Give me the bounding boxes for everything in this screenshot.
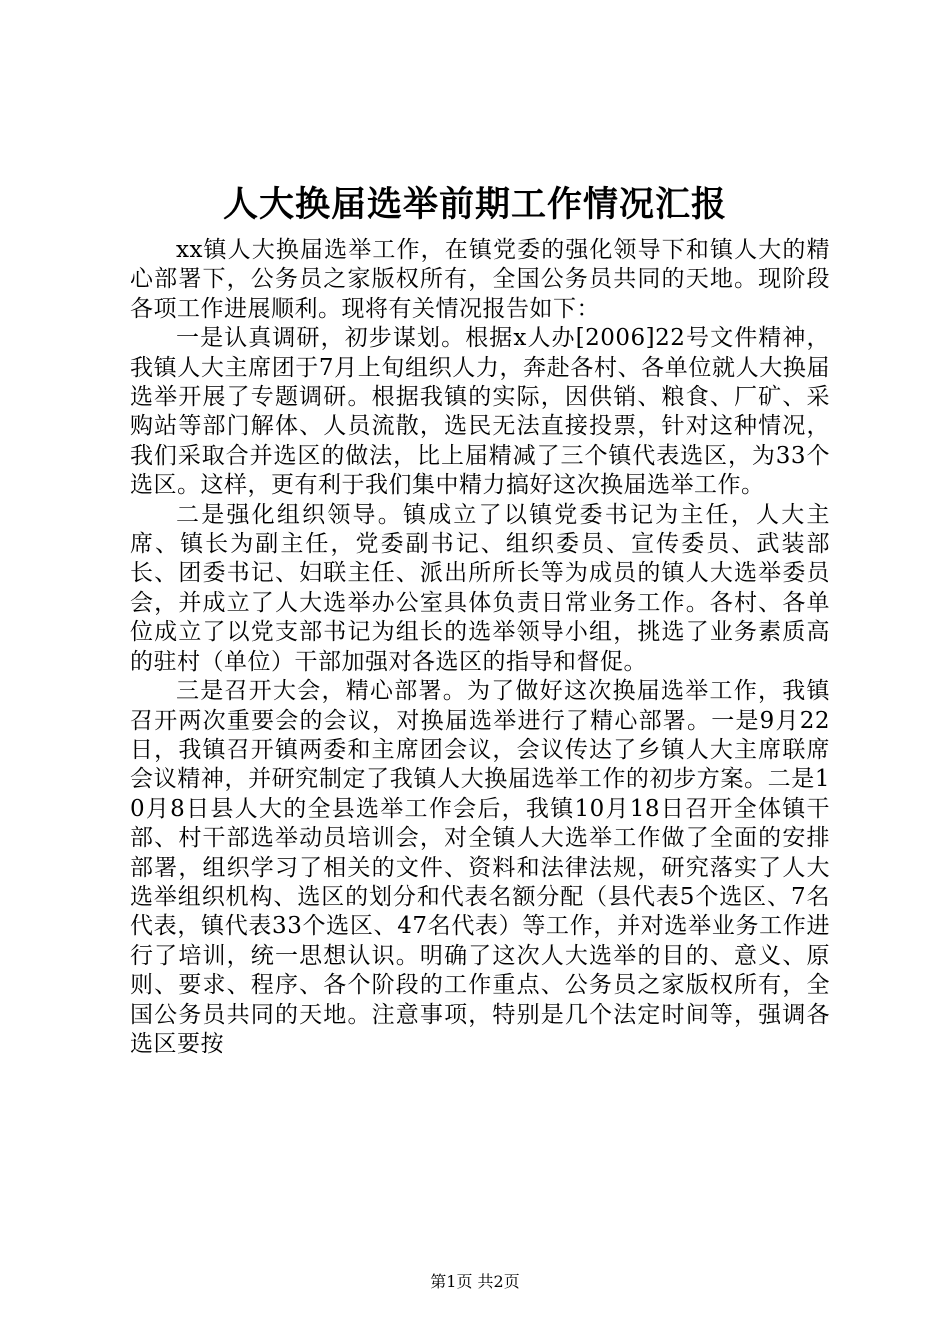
paragraph-research: 一是认真调研，初步谋划。根据x人办[2006]22号文件精神，我镇人大主席团于7月上旬组织人力，奔赴各村、各单位就人大换届选举开展了专题调研。根据我镇的实际，因供销、粮食、厂矿、采购站等部门解体、人员流散，选民无法直接投票，针对这种情况，我们采取合并选区的做法，比上届精减了三个镇代表选区，为33个选区。这样，更有利于我们集中精力搞好这次换届选举工作。 [130,325,830,499]
paragraph-intro: xx镇人大换届选举工作，在镇党委的强化领导下和镇人大的精心部署下，公务员之家版权所有，全国公务员共同的天地。现阶段各项工作进展顺利。现将有关情况报告如下： [130,237,830,322]
paragraph-leadership: 二是强化组织领导。镇成立了以镇党委书记为主任，人大主席、镇长为副主任，党委副书记、组织委员、宣传委员、武装部长、团委书记、妇联主任、派出所所长等为成员的镇人大选举委员会，并成立了人大选举办公室具体负责日常业务工作。各村、各单位成立了以党支部书记为组长的选举领导小组，挑选了业务素质高的驻村（单位）干部加强对各选区的指导和督促。 [130,501,830,675]
paragraph-meetings: 三是召开大会，精心部署。为了做好这次换届选举工作，我镇召开两次重要会的会议，对换届选举进行了精心部署。一是9月22日，我镇召开镇两委和主席团会议，会议传达了乡镇人大主席联席会议精神，并研究制定了我镇人大换届选举工作的初步方案。二是10月8日县人大的全县选举工作会后，我镇10月18日召开全体镇干部、村干部选举动员培训会，对全镇人大选举工作做了全面的安排部署，组织学习了相关的文件、资料和法律法规，研究落实了人大选举组织机构、选区的划分和代表名额分配（县代表5个选区、7名代表，镇代表33个选区、47名代表）等工作，并对选举业务工作进行了培训，统一思想认识。明确了这次人大选举的目的、意义、原则、要求、程序、各个阶段的工作重点、公务员之家版权所有，全国公务员共同的天地。注意事项，特别是几个法定时间等，强调各选区要按 [130,678,830,1057]
page-footer: 第1页 共2页 [430,1272,520,1291]
document-body [130,236,830,1059]
document-title: 人大换届选举前期工作情况汇报 [222,184,727,225]
